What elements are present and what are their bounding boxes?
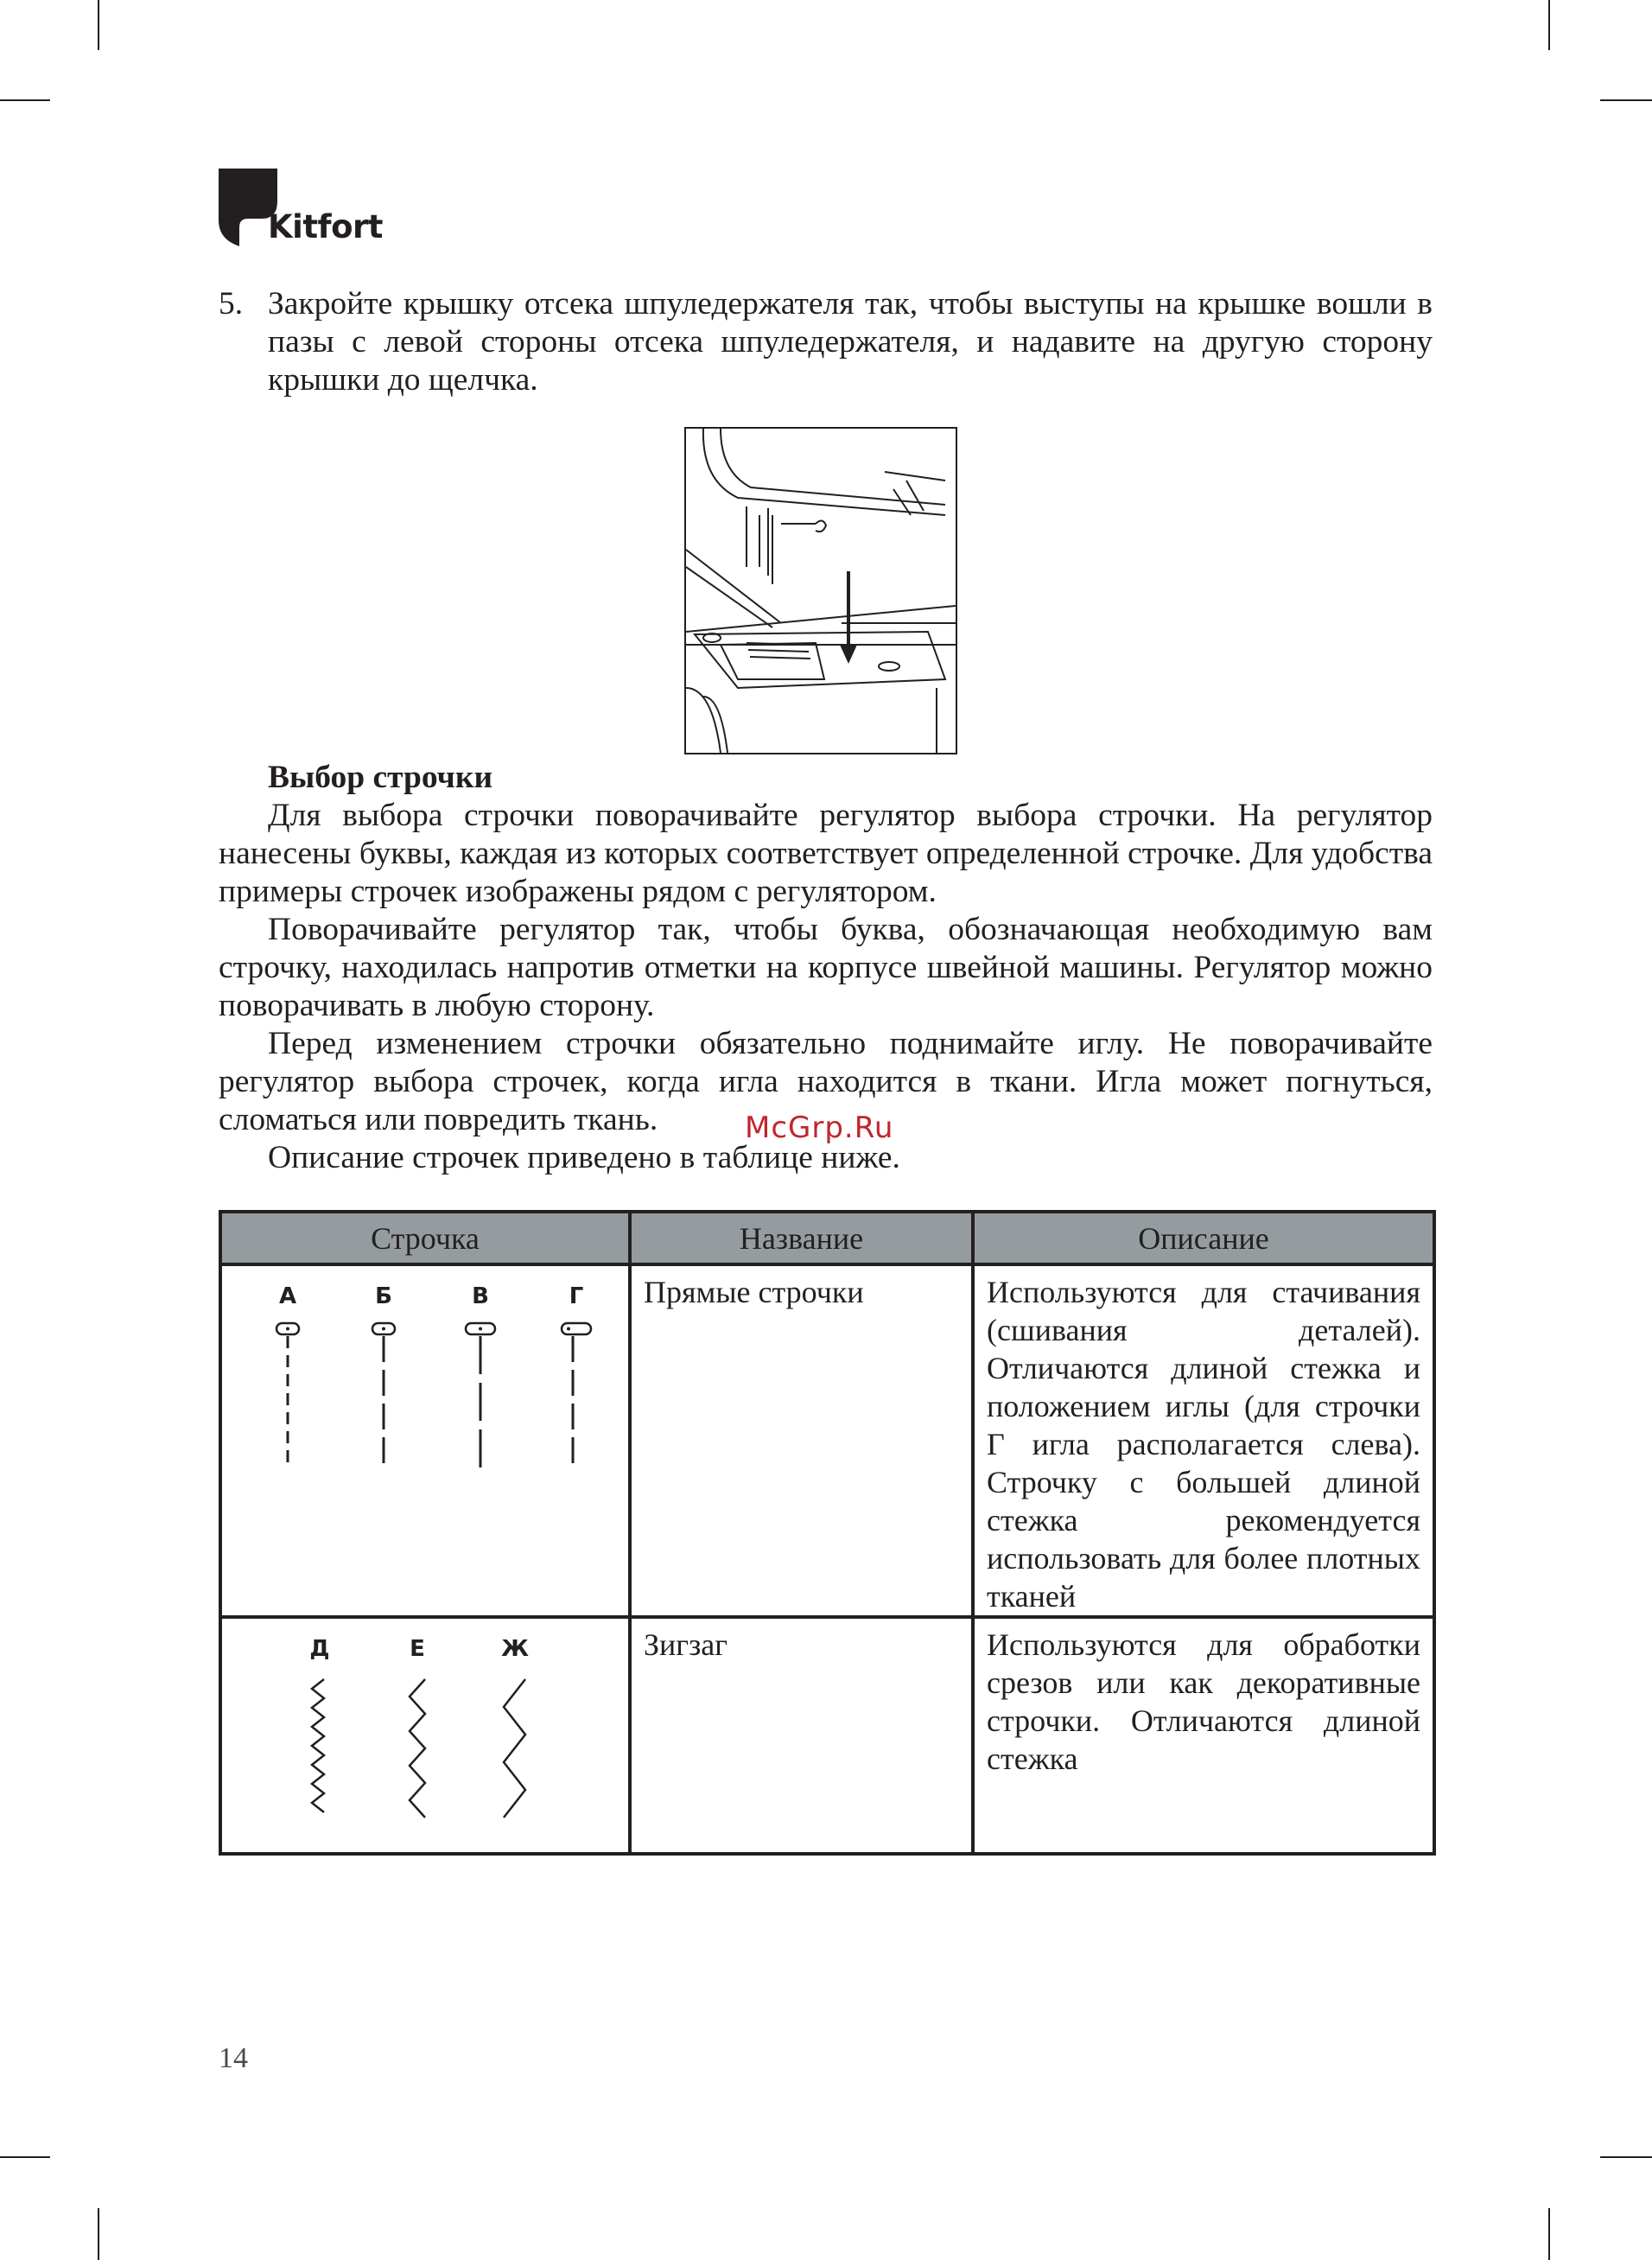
- column-header: Название: [630, 1212, 973, 1264]
- stitch-name: Прямые строчки: [630, 1264, 973, 1617]
- stitch-pattern-cell: [220, 1264, 630, 1617]
- paragraph: Поворачивайте регулятор так, чтобы буква, обозначающая необходимую вам строчку, находилась напротив отметки на корпусе швейной машины. Регулятор можно поворачивать в любую сторону.: [219, 912, 1433, 1023]
- stitch-pattern-b: [372, 1283, 395, 1469]
- stitch-pattern-a: [276, 1283, 299, 1469]
- stitch-letter-g: Г: [569, 1283, 584, 1309]
- stitch-letter-zh: Ж: [501, 1636, 529, 1662]
- stitch-letter-d: Д: [309, 1636, 330, 1662]
- crop-mark: [1600, 99, 1652, 101]
- page-number: 14: [219, 2042, 248, 2074]
- zigzag-stitch-patterns: [222, 1619, 625, 1843]
- crop-mark: [0, 99, 50, 101]
- crop-mark: [98, 0, 99, 50]
- column-header: Описание: [973, 1212, 1434, 1264]
- stitch-letter-e: Е: [410, 1636, 425, 1662]
- table-row: [220, 1617, 1434, 1854]
- brand-name: Kitfort: [268, 208, 383, 245]
- sewing-machine-drawing: [686, 429, 956, 753]
- stitch-pattern-d: [309, 1636, 329, 1812]
- crop-mark: [1548, 2208, 1550, 2260]
- stitch-letter-v: В: [472, 1283, 489, 1309]
- crop-mark: [0, 2156, 50, 2158]
- stitch-description: Используются для стачивания (сшивания деталей). Отличаются длиной стежка и положением иглы (для строчки Г игла располагается слева). Строчку с большей длиной стежка рекомендуется использовать для более плотных тканей: [973, 1264, 1434, 1617]
- bobbin-cover-illustration: [684, 427, 957, 754]
- paragraph: Описание строчек приведено в таблице ниже.: [268, 1140, 900, 1175]
- stitch-pattern-zh: [501, 1636, 529, 1818]
- stitch-pattern-cell: [220, 1617, 630, 1854]
- column-header: Строчка: [220, 1212, 630, 1264]
- table-header-row: [220, 1212, 1434, 1264]
- stitch-name: Зигзаг: [630, 1617, 973, 1854]
- crop-mark: [1600, 2156, 1652, 2158]
- stitch-pattern-e: [410, 1636, 425, 1818]
- step-text: Закройте крышку отсека шпуледержателя так, чтобы выступы на крышке вошли в пазы с левой стороны отсека шпуледержателя, и надавите на другую сторону крышки до щелчка.: [268, 286, 1433, 398]
- stitch-letter-b: Б: [375, 1283, 392, 1309]
- brand-logo: [219, 169, 391, 251]
- watermark: McGrp.Ru: [745, 1111, 894, 1145]
- stitch-pattern-v: [466, 1283, 495, 1469]
- stitch-letter-a: А: [278, 1283, 297, 1309]
- paragraph: Перед изменением строчки обязательно поднимайте иглу. Не поворачивайте регулятор выбора строчек, когда игла находится в ткани. Игла может погнуться, сломаться или повредить ткань.: [219, 1026, 1433, 1137]
- stitch-table: [219, 1210, 1436, 1856]
- paragraph: Для выбора строчки поворачивайте регулятор выбора строчки. На регулятор нанесены буквы, каждая из которых соответствует определенной строчке. Для удобства примеры строчек изображены рядом с регулятором.: [219, 798, 1433, 909]
- crop-mark: [1548, 0, 1550, 50]
- crop-mark: [98, 2208, 99, 2260]
- straight-stitch-patterns: [222, 1266, 625, 1577]
- step-number: 5.: [219, 286, 244, 321]
- stitch-description: Используются для обработки срезов или как декоративные строчки. Отличаются длиной стежка: [973, 1617, 1434, 1854]
- section-title: Выбор строчки: [268, 760, 493, 795]
- stitch-pattern-g: [562, 1283, 591, 1469]
- table-row: [220, 1264, 1434, 1617]
